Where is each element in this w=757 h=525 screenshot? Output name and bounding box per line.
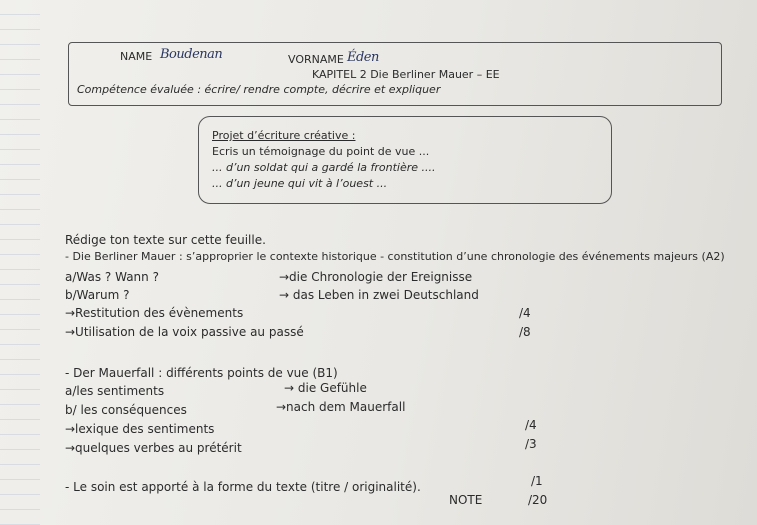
part1-c2: →Utilisation de la voix passive au passé xyxy=(65,325,304,339)
part2-a-right: → die Gefühle xyxy=(284,381,367,395)
project-line-1: Ecris un témoignage du point de vue ... xyxy=(212,145,430,158)
project-title: Projet d’écriture créative : xyxy=(212,129,356,142)
note-label: NOTE xyxy=(449,493,483,507)
part1-b-right: → das Leben in zwei Deutschland xyxy=(279,288,479,302)
part1-c1-points: /4 xyxy=(519,306,531,320)
part2-c2: →quelques verbes au prétérit xyxy=(65,441,242,455)
part2-b-right: →nach dem Mauerfall xyxy=(276,400,406,414)
kapitel-title: KAPITEL 2 Die Berliner Mauer – EE xyxy=(312,68,500,81)
part1-c1: →Restitution des évènements xyxy=(65,306,244,320)
part1-b: b/Warum ? xyxy=(65,288,130,302)
notebook-lines xyxy=(0,0,40,525)
part1-title: - Die Berliner Mauer : s’approprier le contexte historique - constitution d’une chronologie des événements majeurs (A2) xyxy=(65,250,725,263)
vorname-handwriting: Éden xyxy=(347,50,379,65)
vorname-label: VORNAME xyxy=(288,53,344,66)
part1-a-right: →die Chronologie der Ereignisse xyxy=(279,270,473,284)
part3-points: /1 xyxy=(531,474,543,488)
part2-b: b/ les conséquences xyxy=(65,403,187,417)
part2-c1: →lexique des sentiments xyxy=(65,422,215,436)
competence-line: Compétence évaluée : écrire/ rendre compte, décrire et expliquer xyxy=(77,83,441,96)
name-label: NAME xyxy=(120,50,153,63)
project-line-3: ... d’un jeune qui vit à l’ouest ... xyxy=(212,177,388,190)
part2-c2-points: /3 xyxy=(525,437,537,451)
project-line-2: ... d’un soldat qui a gardé la frontière .... xyxy=(212,161,436,174)
part3-line: - Le soin est apporté à la forme du texte (titre / originalité). xyxy=(65,480,421,494)
note-total: /20 xyxy=(528,493,548,507)
intro-line: Rédige ton texte sur cette feuille. xyxy=(65,233,266,247)
part1-a: a/Was ? Wann ? xyxy=(65,270,159,284)
part1-c2-points: /8 xyxy=(519,325,531,339)
part2-a: a/les sentiments xyxy=(65,384,165,398)
name-handwriting: Boudenan xyxy=(160,47,223,62)
part2-c1-points: /4 xyxy=(525,418,537,432)
part2-title: - Der Mauerfall : différents points de vue (B1) xyxy=(65,366,338,380)
